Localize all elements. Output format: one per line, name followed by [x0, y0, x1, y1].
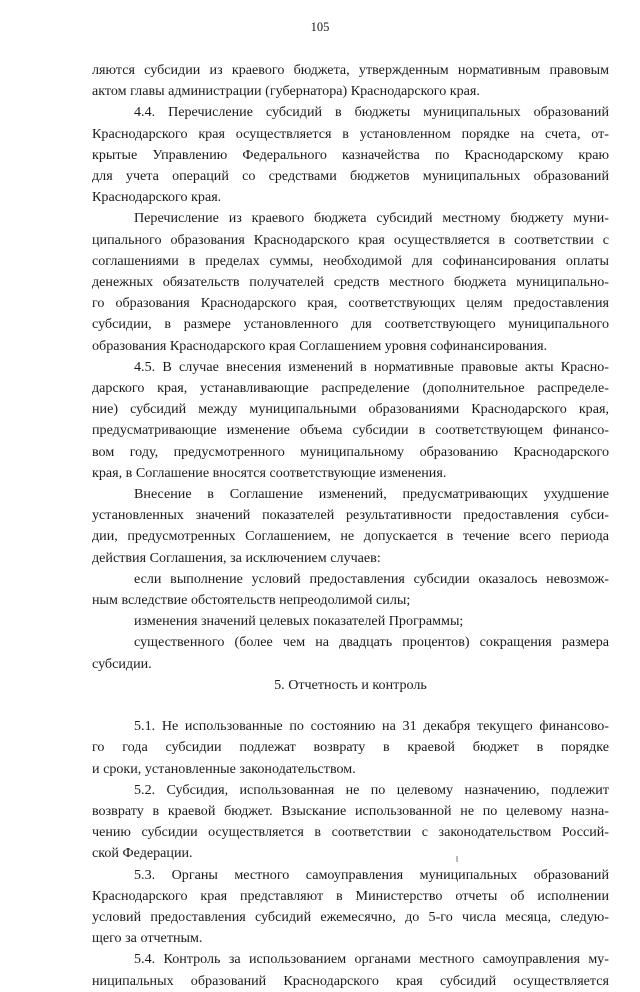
- text-line: если выполнение условий предоставления субсидии оказалось невозмож-: [134, 570, 609, 587]
- text-line: 5.3. Органы местного самоуправления муниципальных образований: [134, 866, 609, 883]
- text-line: Внесение в Соглашение изменений, предусматривающих ухудшение: [134, 486, 609, 503]
- text-line: ным вследствие обстоятельств непреодолимой силы;: [92, 592, 411, 609]
- text-line: соглашениями в пределах суммы, необходимой для софинансирования оплаты: [92, 252, 609, 269]
- text-line: ниципальных образований Краснодарского края субсидий осуществляется: [92, 972, 609, 989]
- text-line: ние) субсидий между муниципальными образованиями Краснодарского края,: [92, 401, 609, 418]
- text-line: края, в Соглашение вносятся соответствующие изменения.: [92, 464, 447, 481]
- text-line: го года субсидии подлежат возврату в краевой бюджет в порядке: [92, 739, 609, 756]
- text-line: дии, предусмотренных Соглашением, не допускается в течение всего периода: [92, 528, 609, 545]
- page-number: 105: [310, 20, 330, 34]
- text-line: установленных значений показателей результативности предоставления субси-: [92, 507, 609, 524]
- text-line: и сроки, установленные законодательством.: [92, 760, 356, 777]
- scan-mark: [456, 856, 458, 862]
- document-body: [92, 60, 609, 992]
- text-line: чению субсидии осуществляется в соответствии с законодательством Россий-: [92, 824, 609, 841]
- text-line: изменения значений целевых показателей Программы;: [134, 613, 464, 630]
- text-line: субсидии, в размере установленного для соответствующего муниципального: [92, 316, 609, 333]
- text-line: 4.4. Перечисление субсидий в бюджеты муниципальных образований: [134, 104, 609, 121]
- text-line: актом главы администрации (губернатора) Краснодарского края.: [92, 83, 480, 100]
- text-line: крытые Управлению Федерального казначейства по Краснодарскому краю: [92, 146, 609, 163]
- text-line: Краснодарского края.: [92, 189, 222, 206]
- text-line: денежных обязательств получателей средств местного бюджета муниципально-: [92, 274, 609, 291]
- text-line: возврату в краевой бюджет. Взыскание использованной не по целевому назна-: [92, 802, 609, 819]
- text-line: 5.1. Не использованные по состоянию на 31 декабря текущего финансово-: [134, 718, 609, 735]
- text-line: Перечисление из краевого бюджета субсидий местному бюджету муни-: [134, 210, 609, 227]
- text-line: действия Соглашения, за исключением случаев:: [92, 549, 381, 566]
- text-line: вом году, предусмотренного муниципальному образованию Краснодарского: [92, 443, 609, 460]
- text-line: ципального образования Краснодарского края осуществляется в соответствии с: [92, 231, 609, 248]
- text-line: предусматривающие изменение объема субсидии в соответствующем финансо-: [92, 422, 609, 439]
- text-line: образования Краснодарского края Соглашением уровня софинансирования.: [92, 337, 548, 354]
- text-line: для учета операций со средствами бюджетов муниципальных образований: [92, 168, 609, 185]
- text-line: ляются субсидии из краевого бюджета, утвержденным нормативным правовым: [92, 62, 609, 78]
- text-line: 5.2. Субсидия, использованная не по целевому назначению, подлежит: [134, 781, 609, 798]
- text-line: ской Федерации.: [92, 845, 193, 862]
- text-line: Краснодарского края представляют в Министерство отчеты об исполнении: [92, 887, 609, 904]
- text-line: субсидии.: [92, 655, 152, 672]
- section-heading: 5. Отчетность и контроль: [274, 676, 427, 693]
- text-line: дарского края, устанавливающие распределение (дополнительное распределе-: [92, 380, 609, 397]
- text-line: существенного (более чем на двадцать процентов) сокращения размера: [134, 634, 609, 651]
- text-line: го образования Краснодарского края, соответствующих целям предоставления: [92, 295, 609, 312]
- text-line: Краснодарского края осуществляется в установленном порядке на счета, от-: [92, 125, 609, 142]
- text-line: 5.4. Контроль за использованием органами местного самоуправления му-: [134, 951, 609, 968]
- text-line: 4.5. В случае внесения изменений в нормативные правовые акты Красно-: [134, 358, 609, 375]
- text-line: условий предоставления субсидий ежемесячно, до 5-го числа месяца, следую-: [92, 908, 609, 925]
- text-line: щего за отчетным.: [92, 930, 203, 947]
